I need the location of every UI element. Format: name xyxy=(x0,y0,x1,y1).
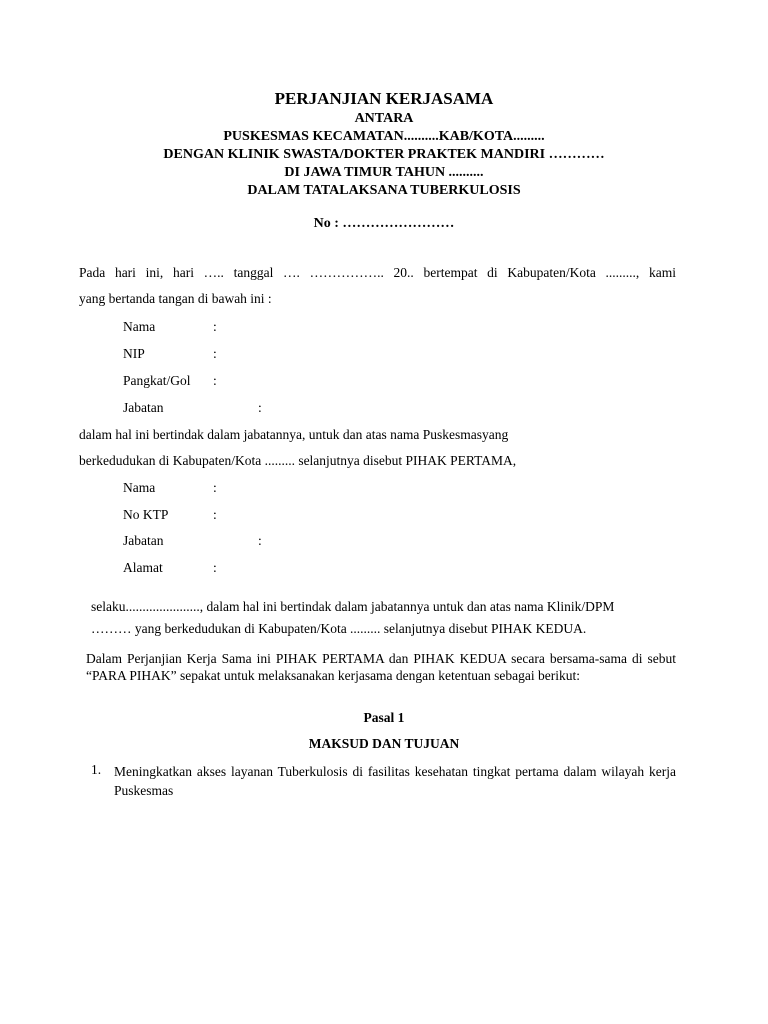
party2-address-label: Alamat xyxy=(123,560,163,575)
party1-statement-2: berkedudukan di Kabupaten/Kota ......... selanjutnya disebut PIHAK PERTAMA, xyxy=(79,453,517,468)
agreement-paragraph: Dalam Perjanjian Kerja Sama ini PIHAK PERTAMA dan PIHAK KEDUA secara bersama-sama di sebut “PARA PIHAK” sepakat untuk melaksanakan kerjasama dengan ketentuan sebagai berikut: xyxy=(86,651,676,683)
article-item-number: 1. xyxy=(91,762,102,777)
party1-statement-1: dalam hal ini bertindak dalam jabatannya, untuk dan atas nama Puskesmasyang xyxy=(79,427,509,442)
party2-statement-2: ……… yang berkedudukan di Kabupaten/Kota ......... selanjutnya disebut PIHAK KEDUA. xyxy=(91,621,587,636)
party2-ktp-label: No KTP xyxy=(123,507,169,522)
opening-line-1: Pada hari ini, hari ….. tanggal …. …………….. 20.. bertempat di Kabupaten/Kota ........., kami xyxy=(79,265,676,280)
party1-name-colon: : xyxy=(213,319,217,334)
document-number: No : …………………… xyxy=(313,216,455,231)
article-heading: Pasal 1 xyxy=(363,710,405,725)
title-puskesmas: PUSKESMAS KECAMATAN..........KAB/KOTA......... xyxy=(223,129,545,144)
party1-name-label: Nama xyxy=(123,319,156,334)
party2-ktp-colon: : xyxy=(213,507,217,522)
title-topic: DALAM TATALAKSANA TUBERKULOSIS xyxy=(247,183,521,198)
party2-name-colon: : xyxy=(213,480,217,495)
party2-position-colon: : xyxy=(258,533,262,548)
title-region-year: DI JAWA TIMUR TAHUN .......... xyxy=(284,165,484,180)
article-item-text: Meningkatkan akses layanan Tuberkulosis di fasilitas kesehatan tingkat pertama dalam wilayah kerja Puskesmas xyxy=(114,764,676,798)
party2-address-colon: : xyxy=(213,560,217,575)
title-klinik: DENGAN KLINIK SWASTA/DOKTER PRAKTEK MANDIRI ………… xyxy=(163,147,605,162)
party1-position-label: Jabatan xyxy=(123,400,164,415)
party2-statement-1: selaku......................, dalam hal ini bertindak dalam jabatannya untuk dan atas nama Klinik/DPM xyxy=(91,599,615,614)
party1-rank-label: Pangkat/Gol xyxy=(123,373,191,388)
party1-nip-colon: : xyxy=(213,346,217,361)
party2-name-label: Nama xyxy=(123,480,156,495)
opening-line-2: yang bertanda tangan di bawah ini : xyxy=(79,291,272,306)
party2-position-label: Jabatan xyxy=(123,533,164,548)
party1-position-colon: : xyxy=(258,400,262,415)
title-antara: ANTARA xyxy=(354,111,414,126)
document-title: PERJANJIAN KERJASAMA xyxy=(274,89,494,108)
article-subheading: MAKSUD DAN TUJUAN xyxy=(308,736,460,751)
party1-nip-label: NIP xyxy=(123,346,145,361)
party1-rank-colon: : xyxy=(213,373,217,388)
